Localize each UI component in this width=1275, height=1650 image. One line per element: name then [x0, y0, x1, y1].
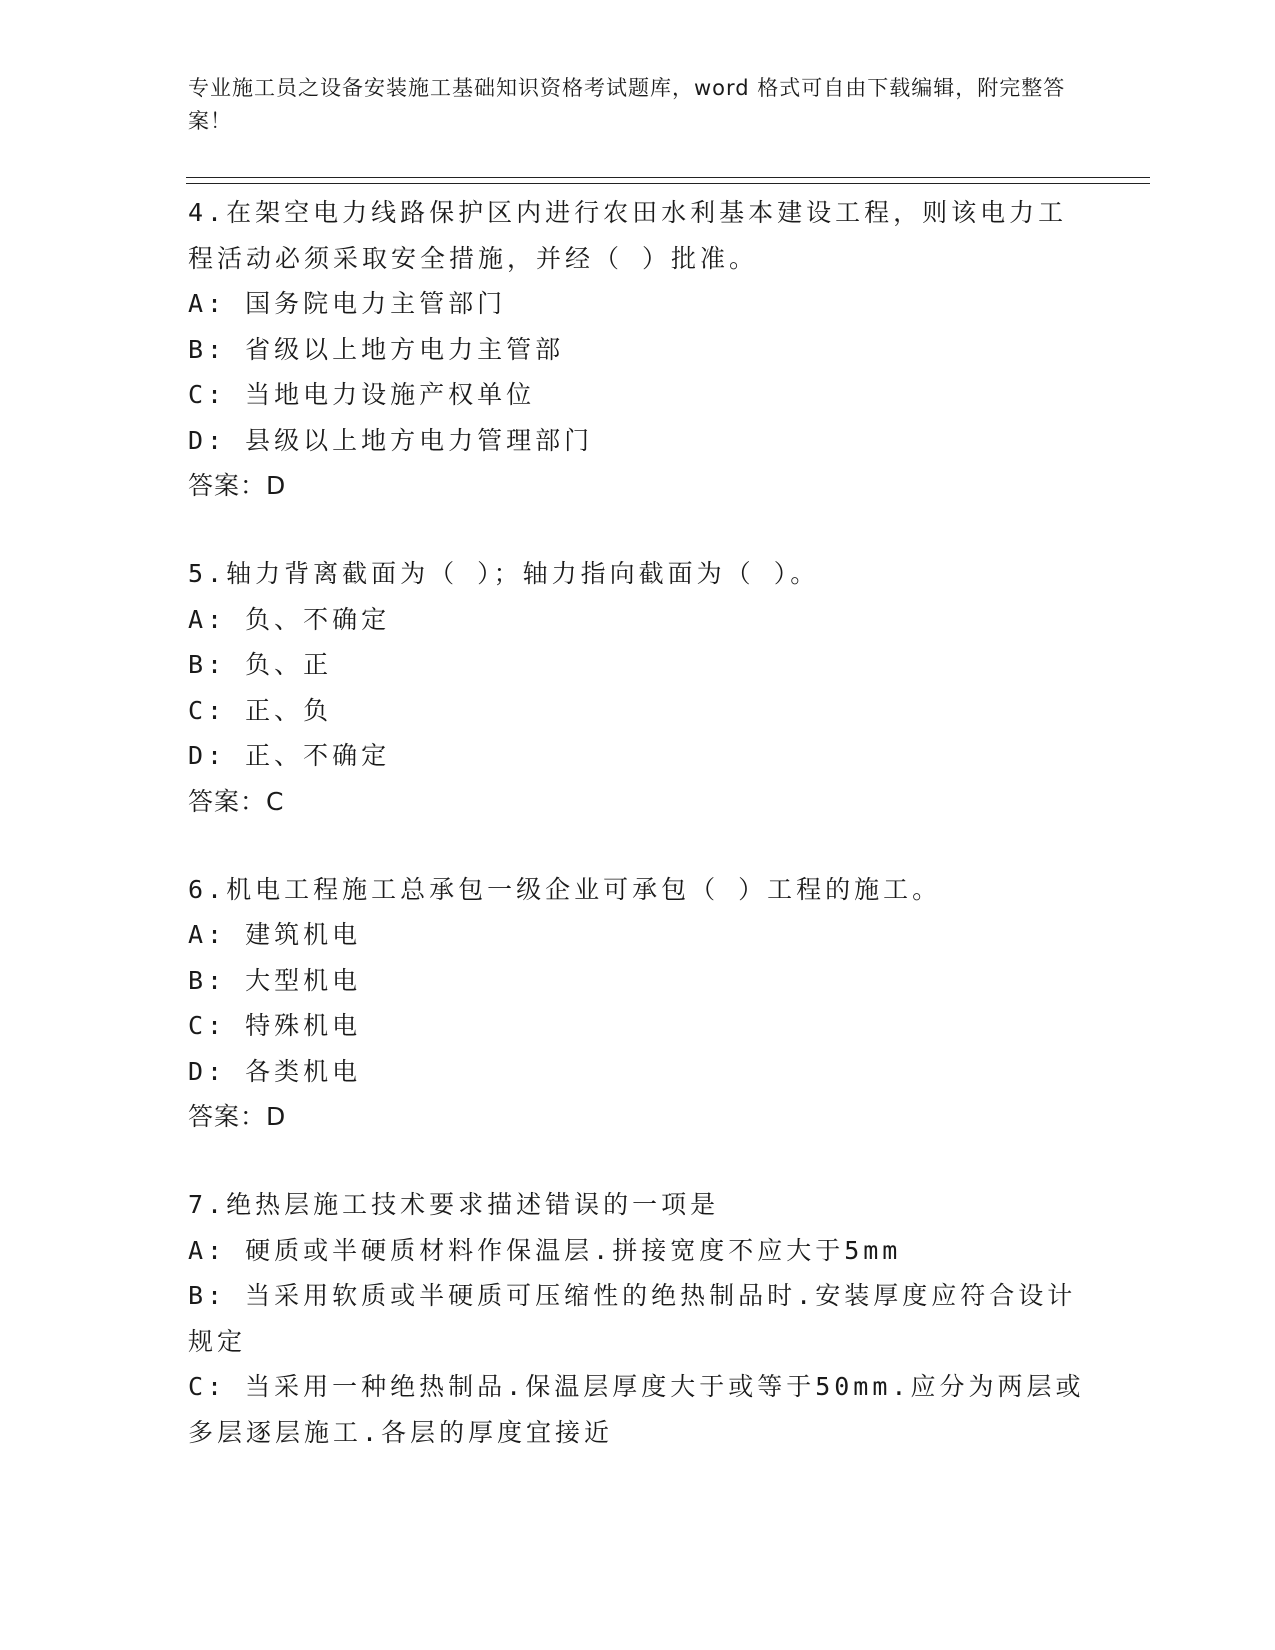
option-b: B: 负、正: [188, 650, 333, 679]
option-a: A: 建筑机电: [188, 920, 362, 949]
question-7: [188, 1182, 1088, 1455]
answer-label: 答案：D: [188, 471, 287, 500]
answer-label: 答案：C: [188, 786, 285, 816]
option-a: A: 硬质或半硬质材料作保温层.拼接宽度不应大于5mm: [188, 1235, 902, 1265]
option-d: D: 正、不确定: [188, 741, 391, 770]
question-stem: 7.绝热层施工技术要求描述错误的一项是: [188, 1190, 720, 1219]
option-a: A: 负、不确定: [188, 604, 391, 634]
header-divider-top: [186, 177, 1150, 178]
question-stem: 4.在架空电力线路保护区内进行农田水利基本建设工程，则该电力工程活动必须采取安全措施，并经（ ）批准。: [188, 198, 1068, 273]
answer-label: 答案：D: [188, 1102, 287, 1131]
question-stem: 5.轴力背离截面为（ ）；轴力指向截面为（ ）。: [188, 559, 820, 588]
question-4: [188, 190, 1088, 509]
question-stem: 6.机电工程施工总承包一级企业可承包（ ）工程的施工。: [188, 874, 942, 904]
option-c: C: 当采用一种绝热制品.保温层厚度大于或等于50mm.应分为两层或多层逐层施工.各层的厚度宜接近: [188, 1372, 1085, 1447]
option-d: D: 县级以上地方电力管理部门: [188, 425, 594, 455]
question-5: [188, 551, 1088, 825]
question-6: [188, 867, 1088, 1141]
header-divider-bottom: [186, 183, 1150, 184]
option-d: D: 各类机电: [188, 1056, 362, 1086]
option-c: C: 当地电力设施产权单位: [188, 380, 536, 409]
document-header: 专业施工员之设备安装施工基础知识资格考试题库，word 格式可自由下载编辑，附完整答案！: [188, 76, 1066, 133]
option-c: C: 正、负: [188, 695, 333, 725]
option-c: C: 特殊机电: [188, 1011, 362, 1040]
option-b: B: 当采用软质或半硬质可压缩性的绝热制品时.安装厚度应符合设计规定: [188, 1281, 1077, 1356]
question-list: [188, 190, 1088, 1497]
option-b: B: 大型机电: [188, 965, 362, 995]
option-a: A: 国务院电力主管部门: [188, 289, 507, 318]
option-b: B: 省级以上地方电力主管部: [188, 334, 565, 364]
